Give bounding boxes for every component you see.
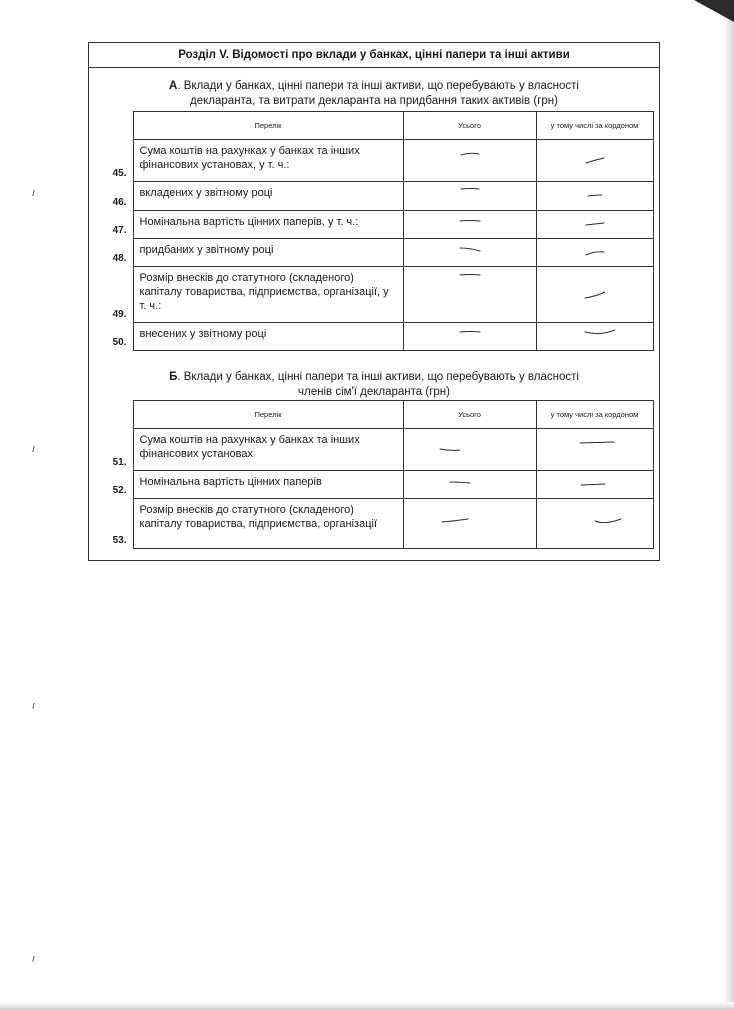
handwritten-dash <box>581 482 601 488</box>
header-list: Перелік <box>133 401 403 429</box>
row-label: Розмір внесків до статутного (складеного) капіталу товариства, підприємства, організації <box>133 499 403 549</box>
table-row <box>109 182 653 211</box>
punch-mark <box>32 703 34 709</box>
scan-bottom-edge <box>0 1002 734 1010</box>
part-b-title-line1: . Вклади у банках, цінні папери та інші активи, що перебувають у власності <box>177 371 579 383</box>
row-number: 47. <box>112 224 127 236</box>
abroad-cell <box>536 323 653 351</box>
total-cell <box>403 323 536 351</box>
handwritten-dash <box>460 247 480 253</box>
handwritten-dash <box>460 219 480 225</box>
table-row <box>109 211 653 239</box>
punch-mark <box>32 190 34 196</box>
abroad-cell <box>536 429 653 471</box>
header-total: Усього <box>403 112 536 140</box>
row-label: Сума коштів на рахунках у банках та інших фінансових установах <box>133 429 403 471</box>
handwritten-dash <box>595 518 615 524</box>
abroad-cell <box>536 182 653 211</box>
row-label: Сума коштів на рахунках у банках та інших фінансових установах, у т. ч.: <box>133 140 403 182</box>
part-b-title <box>89 366 659 400</box>
part-b-letter: Б <box>169 371 178 383</box>
row-number: 46. <box>112 196 127 208</box>
total-cell <box>403 211 536 239</box>
punch-mark <box>32 446 34 452</box>
row-number: 51. <box>112 456 127 468</box>
total-cell <box>403 239 536 267</box>
abroad-cell <box>536 499 653 549</box>
header-abroad: у тому числі за кордоном <box>536 112 653 140</box>
handwritten-dash <box>585 158 605 164</box>
handwritten-dash <box>460 186 480 192</box>
punch-mark <box>32 956 34 962</box>
abroad-cell <box>536 471 653 499</box>
part-b-table <box>109 400 654 549</box>
handwritten-dash <box>450 480 470 486</box>
part-a-title-line1: . Вклади у банках, цінні папери та інші активи, що перебувають у власності <box>177 80 579 92</box>
total-cell <box>403 182 536 211</box>
scan-corner-shadow <box>694 0 734 22</box>
row-number: 45. <box>112 167 127 179</box>
table-row <box>109 323 653 351</box>
row-number: 53. <box>112 534 127 546</box>
part-b-header-row <box>109 401 653 429</box>
part-a-title-line2: декларанта, та витрати декларанта на придбання таких активів (грн) <box>190 95 558 107</box>
abroad-cell <box>536 239 653 267</box>
handwritten-dash <box>585 250 605 256</box>
row-label: Номінальна вартість цінних паперів <box>133 471 403 499</box>
table-row <box>109 499 653 549</box>
table-row <box>109 267 653 323</box>
row-number: 48. <box>112 252 127 264</box>
part-a-letter: А <box>169 80 178 92</box>
row-label: придбаних у звітному році <box>133 239 403 267</box>
table-row <box>109 140 653 182</box>
header-list: Перелік <box>133 112 403 140</box>
table-row <box>109 239 653 267</box>
section-title: Розділ V. Відомості про вклади у банках, цінні папери та інші активи <box>89 43 659 68</box>
row-label: внесених у звітному році <box>133 323 403 351</box>
handwritten-dash <box>585 193 605 199</box>
row-number: 50. <box>112 336 127 348</box>
row-label: вкладених у звітному році <box>133 182 403 211</box>
total-cell <box>403 267 536 323</box>
abroad-cell <box>536 140 653 182</box>
row-label: Номінальна вартість цінних паперів, у т. ч.: <box>133 211 403 239</box>
handwritten-dash <box>460 151 480 157</box>
handwritten-dash <box>440 447 460 453</box>
total-cell <box>403 140 536 182</box>
part-a-table <box>109 111 654 351</box>
scan-right-edge <box>724 0 734 1010</box>
handwritten-dash <box>585 292 605 298</box>
header-total: Усього <box>403 401 536 429</box>
declaration-section-frame <box>88 42 660 561</box>
header-abroad: у тому числі за кордоном <box>536 401 653 429</box>
part-b-title-line2: членів сім'ї декларанта (грн) <box>298 386 450 398</box>
total-cell <box>403 429 536 471</box>
part-a-title <box>89 68 659 111</box>
table-row <box>109 471 653 499</box>
handwritten-dash <box>580 440 600 446</box>
handwritten-dash <box>585 222 605 228</box>
abroad-cell <box>536 211 653 239</box>
handwritten-dash <box>442 518 462 524</box>
handwritten-dash <box>585 329 605 335</box>
abroad-cell <box>536 267 653 323</box>
total-cell <box>403 499 536 549</box>
total-cell <box>403 471 536 499</box>
row-number: 52. <box>112 484 127 496</box>
part-a-header-row <box>109 112 653 140</box>
row-number: 49. <box>112 308 127 320</box>
row-label: Розмір внесків до статутного (складеного) капіталу товариства, підприємства, організації, у т. ч.: <box>133 267 403 323</box>
handwritten-dash <box>460 273 480 279</box>
handwritten-dash <box>460 329 480 335</box>
table-row <box>109 429 653 471</box>
